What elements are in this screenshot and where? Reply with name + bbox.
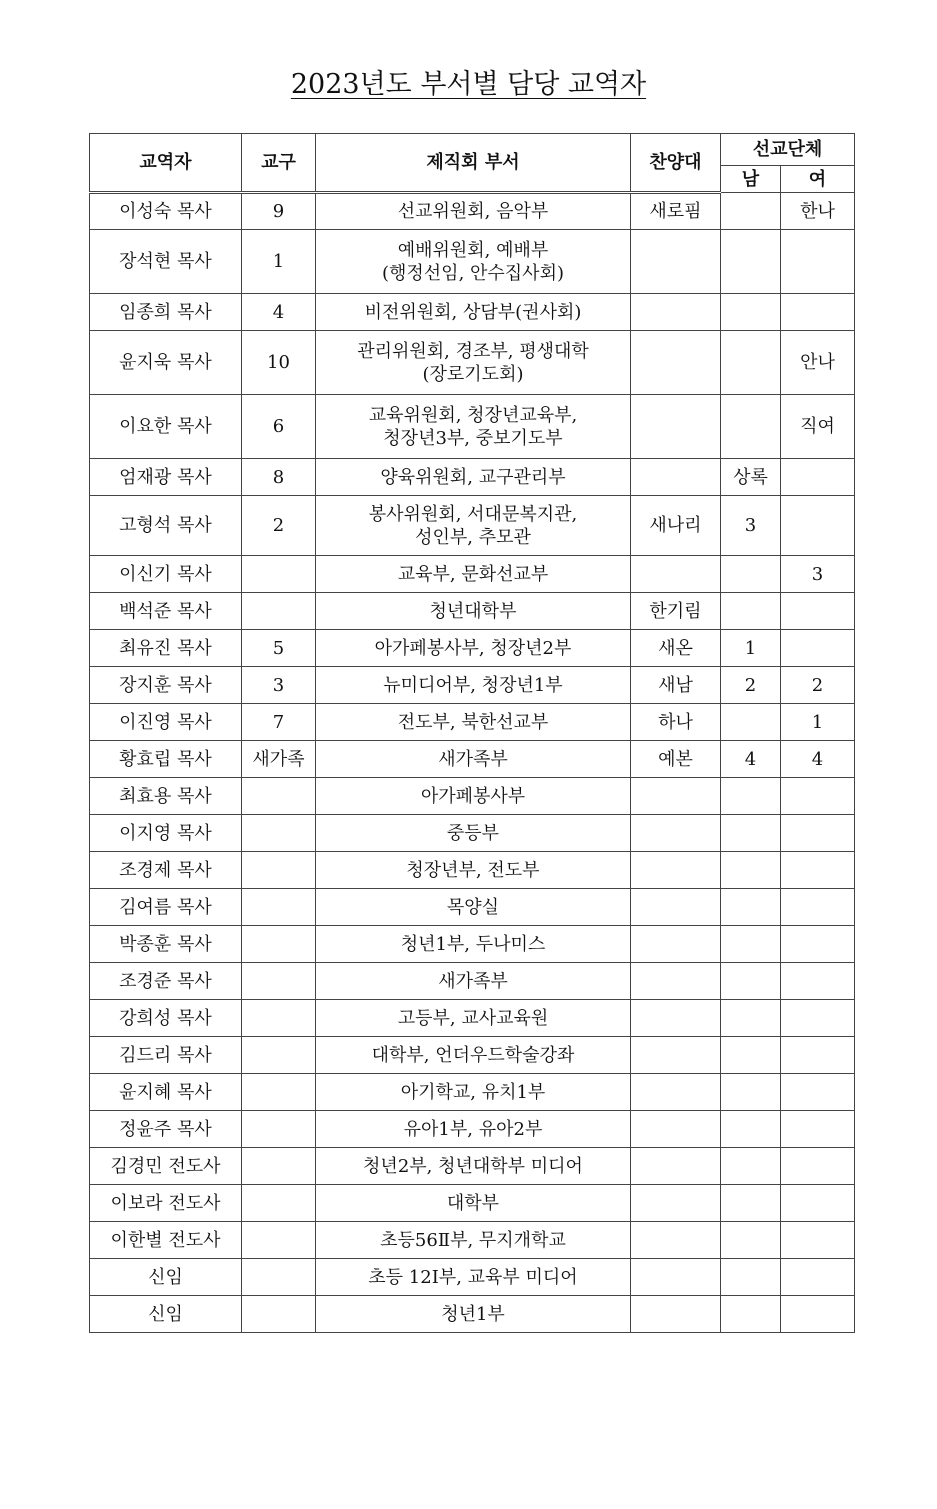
district-cell	[242, 1000, 316, 1037]
mission-male-cell	[721, 926, 781, 963]
dept-cell	[316, 1259, 631, 1296]
table-row	[90, 963, 855, 1000]
mission-male-cell	[721, 1000, 781, 1037]
dept-line: 초등56Ⅱ부, 무지개학교	[380, 1229, 566, 1251]
district-cell	[242, 1111, 316, 1148]
choir-cell	[631, 1074, 721, 1111]
choir-cell	[631, 1148, 721, 1185]
choir-cell	[631, 1259, 721, 1296]
mission-female-cell	[781, 459, 855, 496]
table-row	[90, 741, 855, 778]
table-row	[90, 230, 855, 294]
minister-name-cell: 조경준 목사	[90, 963, 242, 1000]
district-cell: 1	[242, 230, 316, 294]
dept-cell	[316, 926, 631, 963]
dept-cell	[316, 630, 631, 667]
minister-name-cell: 엄재광 목사	[90, 459, 242, 496]
document-title	[0, 62, 937, 101]
table-row	[90, 1222, 855, 1259]
mission-female-cell	[781, 294, 855, 331]
district-cell	[242, 556, 316, 593]
minister-name-cell: 이한별 전도사	[90, 1222, 242, 1259]
dept-cell	[316, 1296, 631, 1333]
mission-male-cell	[721, 395, 781, 459]
mission-female-cell	[781, 593, 855, 630]
minister-name-cell: 이성숙 목사	[90, 193, 242, 230]
minister-name-cell: 조경제 목사	[90, 852, 242, 889]
choir-cell: 새온	[631, 630, 721, 667]
minister-name-cell: 신임	[90, 1296, 242, 1333]
mission-male-cell	[721, 852, 781, 889]
mission-female-cell	[781, 1000, 855, 1037]
mission-female-cell	[781, 926, 855, 963]
choir-cell	[631, 230, 721, 294]
mission-male-cell	[721, 1222, 781, 1259]
mission-male-cell: 3	[721, 496, 781, 556]
header-committee-dept: 제직회 부서	[316, 134, 631, 193]
mission-male-cell: 2	[721, 667, 781, 704]
dept-cell	[316, 1111, 631, 1148]
minister-name-cell: 신임	[90, 1259, 242, 1296]
table-row	[90, 815, 855, 852]
minister-name-cell: 고형석 목사	[90, 496, 242, 556]
minister-name-cell: 윤지욱 목사	[90, 331, 242, 395]
mission-female-cell	[781, 1185, 855, 1222]
dept-cell	[316, 496, 631, 556]
document-title-text: 2023년도 부서별 담당 교역자	[290, 69, 647, 100]
table-row	[90, 496, 855, 556]
mission-male-cell	[721, 1259, 781, 1296]
mission-male-cell	[721, 1111, 781, 1148]
dept-line: 대학부, 언더우드학술강좌	[371, 1044, 575, 1066]
choir-cell	[631, 294, 721, 331]
table-row	[90, 704, 855, 741]
table-row	[90, 395, 855, 459]
district-cell: 새가족	[242, 741, 316, 778]
dept-line: 청장년3부, 중보기도부	[383, 427, 563, 449]
dept-line: 아가페봉사부, 청장년2부	[374, 637, 572, 659]
choir-cell: 하나	[631, 704, 721, 741]
dept-line: (행정선임, 안수집사회)	[382, 262, 564, 284]
mission-female-cell	[781, 889, 855, 926]
table-row	[90, 1000, 855, 1037]
dept-cell	[316, 593, 631, 630]
dept-cell	[316, 963, 631, 1000]
dept-cell	[316, 294, 631, 331]
district-cell: 10	[242, 331, 316, 395]
mission-female-cell	[781, 630, 855, 667]
header-row	[90, 134, 855, 166]
minister-name-cell: 이보라 전도사	[90, 1185, 242, 1222]
district-cell	[242, 1148, 316, 1185]
dept-line: 성인부, 추모관	[415, 526, 531, 548]
minister-name-cell: 이지영 목사	[90, 815, 242, 852]
mission-male-cell	[721, 778, 781, 815]
minister-name-cell: 장석현 목사	[90, 230, 242, 294]
mission-male-cell	[721, 1074, 781, 1111]
mission-male-cell	[721, 704, 781, 741]
district-cell: 3	[242, 667, 316, 704]
header-choir: 찬양대	[631, 134, 721, 193]
minister-name-cell: 황효립 목사	[90, 741, 242, 778]
choir-cell: 새남	[631, 667, 721, 704]
dept-cell	[316, 556, 631, 593]
mission-female-cell	[781, 1037, 855, 1074]
table-row	[90, 926, 855, 963]
header-minister: 교역자	[90, 134, 242, 193]
mission-female-cell	[781, 963, 855, 1000]
choir-cell	[631, 459, 721, 496]
choir-cell	[631, 889, 721, 926]
minister-name-cell: 김드리 목사	[90, 1037, 242, 1074]
mission-male-cell	[721, 193, 781, 230]
minister-name-cell: 최유진 목사	[90, 630, 242, 667]
header-male: 남	[721, 166, 781, 193]
choir-cell	[631, 395, 721, 459]
dept-line: 새가족부	[438, 748, 508, 770]
dept-line: 청장년부, 전도부	[406, 859, 540, 881]
table-row	[90, 667, 855, 704]
mission-male-cell	[721, 1037, 781, 1074]
choir-cell	[631, 331, 721, 395]
dept-line: 예배위원회, 예배부	[397, 239, 549, 261]
mission-female-cell	[781, 852, 855, 889]
choir-cell	[631, 963, 721, 1000]
mission-female-cell	[781, 230, 855, 294]
minister-name-cell: 김여름 목사	[90, 889, 242, 926]
dept-line: 대학부	[446, 1192, 500, 1214]
table-row	[90, 1185, 855, 1222]
district-cell: 4	[242, 294, 316, 331]
dept-line: 전도부, 북한선교부	[397, 711, 549, 733]
district-cell	[242, 1037, 316, 1074]
mission-male-cell: 1	[721, 630, 781, 667]
mission-male-cell	[721, 1185, 781, 1222]
dept-line: 양육위원회, 교구관리부	[380, 466, 566, 488]
district-cell	[242, 1259, 316, 1296]
mission-female-cell: 3	[781, 556, 855, 593]
district-cell	[242, 1296, 316, 1333]
minister-assignment-table	[89, 133, 855, 1333]
dept-line: 비전위원회, 상담부(권사회)	[364, 301, 582, 323]
choir-cell	[631, 926, 721, 963]
minister-name-cell: 윤지혜 목사	[90, 1074, 242, 1111]
table-row	[90, 294, 855, 331]
table-row	[90, 556, 855, 593]
dept-cell	[316, 704, 631, 741]
table-row	[90, 1259, 855, 1296]
mission-female-cell	[781, 496, 855, 556]
mission-female-cell	[781, 1111, 855, 1148]
minister-name-cell: 김경민 전도사	[90, 1148, 242, 1185]
mission-female-cell	[781, 815, 855, 852]
minister-name-cell: 박종훈 목사	[90, 926, 242, 963]
mission-male-cell	[721, 963, 781, 1000]
mission-male-cell	[721, 1296, 781, 1333]
mission-male-cell	[721, 815, 781, 852]
choir-cell: 한기림	[631, 593, 721, 630]
table-row	[90, 593, 855, 630]
table-row	[90, 1074, 855, 1111]
dept-cell	[316, 1222, 631, 1259]
district-cell: 8	[242, 459, 316, 496]
dept-line: 관리위원회, 경조부, 평생대학	[357, 340, 589, 362]
dept-cell	[316, 459, 631, 496]
district-cell: 6	[242, 395, 316, 459]
choir-cell	[631, 852, 721, 889]
choir-cell	[631, 778, 721, 815]
choir-cell	[631, 1037, 721, 1074]
dept-cell	[316, 852, 631, 889]
district-cell	[242, 1222, 316, 1259]
district-cell	[242, 593, 316, 630]
district-cell: 2	[242, 496, 316, 556]
table-row	[90, 889, 855, 926]
minister-name-cell: 임종희 목사	[90, 294, 242, 331]
dept-cell	[316, 1000, 631, 1037]
dept-cell	[316, 395, 631, 459]
district-cell: 7	[242, 704, 316, 741]
dept-cell	[316, 1148, 631, 1185]
dept-line: 목양실	[446, 896, 500, 918]
mission-male-cell	[721, 230, 781, 294]
mission-female-cell	[781, 1222, 855, 1259]
table-row	[90, 459, 855, 496]
dept-cell	[316, 815, 631, 852]
dept-line: (장로기도회)	[422, 363, 524, 385]
mission-female-cell	[781, 1148, 855, 1185]
table-row	[90, 1037, 855, 1074]
mission-male-cell: 상록	[721, 459, 781, 496]
table-row	[90, 1296, 855, 1333]
mission-male-cell	[721, 889, 781, 926]
mission-female-cell: 직여	[781, 395, 855, 459]
dept-line: 아가페봉사부	[420, 785, 526, 807]
district-cell	[242, 889, 316, 926]
choir-cell	[631, 1296, 721, 1333]
minister-name-cell: 백석준 목사	[90, 593, 242, 630]
dept-cell	[316, 193, 631, 230]
district-cell	[242, 815, 316, 852]
district-cell	[242, 926, 316, 963]
mission-female-cell: 안나	[781, 331, 855, 395]
dept-line: 초등 12Ⅰ부, 교육부 미디어	[368, 1266, 578, 1288]
table-row	[90, 1111, 855, 1148]
table-row	[90, 1148, 855, 1185]
dept-cell	[316, 230, 631, 294]
choir-cell: 새로핌	[631, 193, 721, 230]
minister-name-cell: 이진영 목사	[90, 704, 242, 741]
district-cell	[242, 778, 316, 815]
mission-female-cell	[781, 1296, 855, 1333]
mission-female-cell: 한나	[781, 193, 855, 230]
header-female: 여	[781, 166, 855, 193]
header-district: 교구	[242, 134, 316, 193]
district-cell	[242, 852, 316, 889]
choir-cell	[631, 815, 721, 852]
choir-cell	[631, 1111, 721, 1148]
district-cell	[242, 963, 316, 1000]
table-body	[90, 193, 855, 1333]
dept-cell	[316, 667, 631, 704]
mission-male-cell	[721, 1148, 781, 1185]
choir-cell	[631, 1000, 721, 1037]
mission-male-cell	[721, 294, 781, 331]
dept-cell	[316, 778, 631, 815]
dept-cell	[316, 741, 631, 778]
minister-name-cell: 정윤주 목사	[90, 1111, 242, 1148]
mission-female-cell	[781, 1259, 855, 1296]
dept-line: 청년1부, 두나미스	[400, 933, 546, 955]
dept-line: 청년대학부	[429, 600, 517, 622]
mission-female-cell: 1	[781, 704, 855, 741]
dept-line: 뉴미디어부, 청장년1부	[383, 674, 563, 696]
dept-cell	[316, 1037, 631, 1074]
district-cell	[242, 1074, 316, 1111]
dept-cell	[316, 1185, 631, 1222]
dept-cell	[316, 889, 631, 926]
dept-cell	[316, 1074, 631, 1111]
mission-female-cell	[781, 1074, 855, 1111]
dept-line: 고등부, 교사교육원	[397, 1007, 549, 1029]
mission-male-cell	[721, 593, 781, 630]
mission-male-cell: 4	[721, 741, 781, 778]
mission-female-cell: 2	[781, 667, 855, 704]
dept-line: 선교위원회, 음악부	[397, 201, 549, 222]
dept-line: 교육위원회, 청장년교육부,	[368, 404, 578, 426]
dept-line: 봉사위원회, 서대문복지관,	[368, 503, 578, 525]
mission-female-cell	[781, 778, 855, 815]
mission-male-cell	[721, 556, 781, 593]
choir-cell	[631, 1185, 721, 1222]
header-mission-group: 선교단체	[721, 134, 855, 166]
dept-line: 아기학교, 유치1부	[400, 1081, 546, 1103]
table-row	[90, 852, 855, 889]
district-cell: 9	[242, 193, 316, 230]
choir-cell	[631, 1222, 721, 1259]
table-row	[90, 193, 855, 230]
district-cell: 5	[242, 630, 316, 667]
table-row	[90, 630, 855, 667]
dept-line: 교육부, 문화선교부	[397, 563, 549, 585]
minister-name-cell: 장지훈 목사	[90, 667, 242, 704]
dept-line: 청년1부	[441, 1303, 505, 1325]
dept-line: 유아1부, 유아2부	[403, 1118, 543, 1140]
minister-name-cell: 이신기 목사	[90, 556, 242, 593]
minister-name-cell: 이요한 목사	[90, 395, 242, 459]
minister-name-cell: 강희성 목사	[90, 1000, 242, 1037]
dept-line: 중등부	[446, 822, 500, 844]
dept-line: 새가족부	[438, 970, 508, 992]
dept-line: 청년2부, 청년대학부 미디어	[363, 1155, 583, 1177]
choir-cell: 예본	[631, 741, 721, 778]
choir-cell	[631, 556, 721, 593]
dept-cell	[316, 331, 631, 395]
choir-cell: 새나리	[631, 496, 721, 556]
table-row	[90, 778, 855, 815]
district-cell	[242, 1185, 316, 1222]
mission-male-cell	[721, 331, 781, 395]
mission-female-cell: 4	[781, 741, 855, 778]
table-row	[90, 331, 855, 395]
minister-name-cell: 최효용 목사	[90, 778, 242, 815]
